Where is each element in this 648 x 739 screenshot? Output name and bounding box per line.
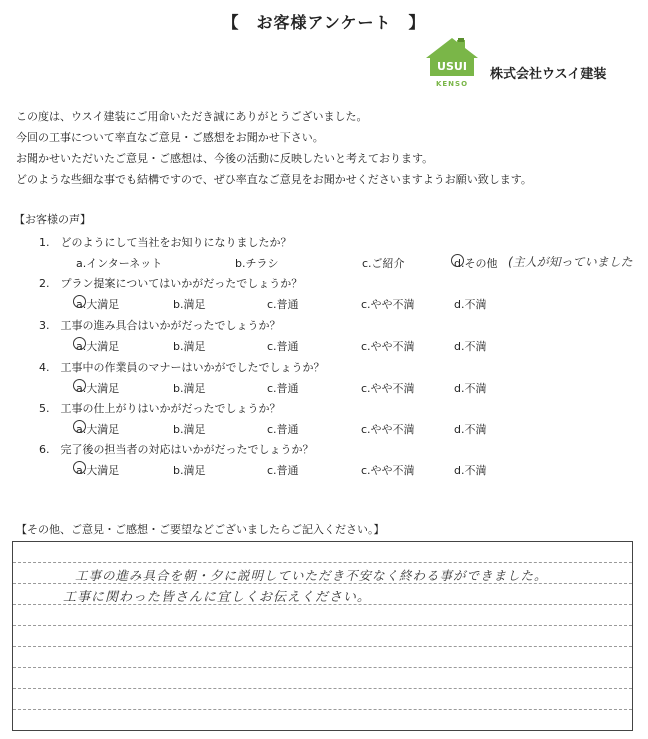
q6-option-a-selected: a.大満足	[76, 462, 119, 478]
q1-option-d-selected: d.その他	[454, 255, 497, 271]
q3-option-c2: c.やや不満	[361, 340, 415, 353]
voice-heading: 【お客様の声】	[14, 213, 91, 226]
q1-option-c: c.ご紹介	[362, 257, 405, 270]
company-logo	[424, 36, 480, 96]
page-title: 【 お客様アンケート 】	[222, 13, 426, 32]
question-1: 1. どのようにして当社をお知りになりましたか？	[39, 236, 292, 249]
comment-box	[12, 541, 633, 731]
q6-option-b: b.満足	[173, 464, 206, 477]
company-name: 株式会社ウスイ建装	[490, 67, 607, 82]
q5-option-c2: c.やや不満	[361, 423, 415, 436]
comment-heading: 【その他、ご意見・ご感想・ご要望などございましたらご記入ください。】	[16, 523, 385, 536]
ruled-line	[13, 688, 632, 689]
q3-option-d: d.不満	[454, 340, 487, 353]
q6-option-d: d.不満	[454, 464, 487, 477]
selection-circle	[73, 295, 86, 308]
intro-line: 今回の工事について率直なご意見・ご感想をお聞かせ下さい。	[16, 131, 324, 144]
q4-option-c2: c.やや不満	[361, 382, 415, 395]
q6-option-c: c.普通	[267, 464, 299, 477]
logo-text-bottom: KENSO	[435, 80, 469, 88]
selection-circle	[73, 461, 86, 474]
q2-option-a-selected: a.大満足	[76, 296, 119, 312]
ruled-line	[13, 625, 632, 626]
comment-line-1: 工事の進み具合を朝・夕に説明していただき不安なく終わる事ができました。	[75, 568, 548, 583]
house-logo-icon	[424, 36, 480, 96]
selection-circle	[451, 254, 464, 267]
q2-option-c2: c.やや不満	[361, 298, 415, 311]
q5-option-c: c.普通	[267, 423, 299, 436]
q3-option-a-selected: a.大満足	[76, 338, 119, 354]
question-5: 5. 工事の仕上がりはいかがだったでしょうか？	[39, 402, 281, 415]
q5-option-d: d.不満	[454, 423, 487, 436]
q3-option-c: c.普通	[267, 340, 299, 353]
q1-option-b: b.チラシ	[235, 257, 279, 270]
selection-circle	[73, 420, 86, 433]
intro-line: この度は、ウスイ建装にご用命いただき誠にありがとうございました。	[16, 110, 368, 123]
intro-line: どのような些細な事でも結構ですので、ぜひ率直なご意見をお聞かせくださいますようお願い致します。	[16, 173, 532, 186]
q6-option-c2: c.やや不満	[361, 464, 415, 477]
q2-option-b: b.満足	[173, 298, 206, 311]
question-2: 2. プラン提案についてはいかがだったでしょうか？	[39, 277, 303, 290]
q4-option-b: b.満足	[173, 382, 206, 395]
q4-option-a-selected: a.大満足	[76, 380, 119, 396]
q3-option-b: b.満足	[173, 340, 206, 353]
q5-option-a-selected: a.大満足	[76, 421, 119, 437]
ruled-line	[13, 709, 632, 710]
ruled-line	[13, 646, 632, 647]
q1-handwritten-answer: (主人が知っていました	[508, 255, 633, 269]
comment-line-2: 工事に関わった皆さんに宜しくお伝えください。	[63, 590, 371, 605]
question-3: 3. 工事の進み具合はいかがだったでしょうか？	[39, 319, 281, 332]
selection-circle	[73, 337, 86, 350]
ruled-line	[13, 562, 632, 563]
q2-option-d: d.不満	[454, 298, 487, 311]
q1-option-a: a.インターネット	[76, 257, 163, 270]
q4-option-d: d.不満	[454, 382, 487, 395]
question-4: 4. 工事中の作業員のマナーはいかがでしたでしょうか？	[39, 361, 325, 374]
q4-option-c: c.普通	[267, 382, 299, 395]
q2-option-c: c.普通	[267, 298, 299, 311]
q5-option-b: b.満足	[173, 423, 206, 436]
question-6: 6. 完了後の担当者の対応はいかがだったでしょうか？	[39, 443, 314, 456]
selection-circle	[73, 379, 86, 392]
ruled-line	[13, 667, 632, 668]
logo-text-top: USUI	[437, 60, 467, 73]
intro-line: お聞かせいただいたご意見・ご感想は、今後の活動に反映したいと考えております。	[16, 152, 434, 165]
